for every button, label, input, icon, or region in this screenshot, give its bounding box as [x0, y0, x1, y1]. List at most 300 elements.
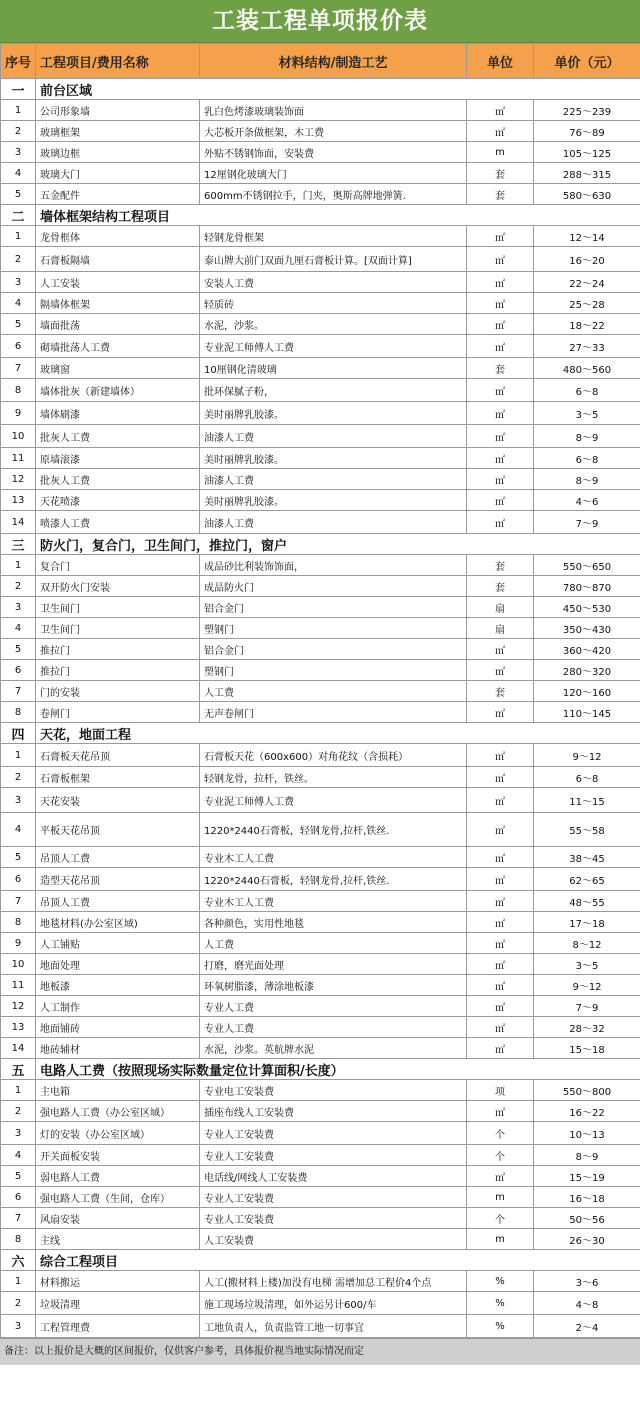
material-desc: 美时丽牌乳胶漆。	[200, 490, 467, 511]
price-cell: 16～20	[534, 247, 640, 272]
item-name: 喷漆人工费	[36, 511, 200, 534]
price-cell: 15～19	[534, 1166, 640, 1187]
price-cell: 105～125	[534, 142, 640, 163]
material-desc: 石膏板天花（600x600）对角花纹（含损耗）	[200, 744, 467, 767]
unit-cell: ㎡	[467, 975, 534, 996]
item-name: 石膏板隔墙	[36, 247, 200, 272]
row-number: 12	[1, 996, 36, 1017]
section-title: 墙体框架结构工程项目	[36, 205, 640, 226]
header-row	[1, 44, 640, 79]
material-desc: 专业泥工师傅人工费	[200, 788, 467, 813]
section-row	[1, 79, 640, 100]
section-number: 六	[1, 1250, 36, 1271]
unit-cell: %	[467, 1315, 534, 1338]
unit-cell: ㎡	[467, 379, 534, 402]
unit-cell: ㎡	[467, 933, 534, 954]
table-row	[1, 184, 640, 205]
item-name: 地板漆	[36, 975, 200, 996]
table-row	[1, 933, 640, 954]
material-desc: 工地负责人，负责监管工地一切事宜	[200, 1315, 467, 1338]
material-desc: 专业泥工师傅人工费	[200, 335, 467, 358]
table-row	[1, 469, 640, 490]
header-item: 工程项目/费用名称	[36, 44, 200, 79]
section-number: 一	[1, 79, 36, 100]
item-name: 灯的安装（办公室区域）	[36, 1122, 200, 1145]
price-cell: 580～630	[534, 184, 640, 205]
price-cell: 8～9	[534, 469, 640, 490]
row-number: 1	[1, 100, 36, 121]
table-row	[1, 996, 640, 1017]
item-name: 石膏板天花吊顶	[36, 744, 200, 767]
table-row	[1, 1187, 640, 1208]
section-row	[1, 1059, 640, 1080]
unit-cell: ㎡	[467, 767, 534, 788]
unit-cell: 套	[467, 576, 534, 597]
item-name: 卷闸门	[36, 702, 200, 723]
material-desc: 专业木工人工费	[200, 891, 467, 912]
material-desc: 美时丽牌乳胶漆。	[200, 402, 467, 425]
unit-cell: ㎡	[467, 335, 534, 358]
material-desc: 1220*2440石膏板，轻钢龙骨,拉杆,铁丝.	[200, 813, 467, 847]
item-name: 人工安装	[36, 272, 200, 293]
row-number: 10	[1, 954, 36, 975]
unit-cell: ㎡	[467, 954, 534, 975]
item-name: 玻璃窗	[36, 358, 200, 379]
item-name: 平板天花吊顶	[36, 813, 200, 847]
table-row	[1, 293, 640, 314]
item-name: 地砖辅材	[36, 1038, 200, 1059]
unit-cell: ㎡	[467, 660, 534, 681]
item-name: 批灰人工费	[36, 425, 200, 448]
unit-cell: ㎡	[467, 1038, 534, 1059]
table-row	[1, 490, 640, 511]
material-desc: 塑钢门	[200, 618, 467, 639]
table-row	[1, 1101, 640, 1122]
material-desc: 安装人工费	[200, 272, 467, 293]
unit-cell: ㎡	[467, 469, 534, 490]
table-row	[1, 425, 640, 448]
material-desc: 轻钢龙骨，拉杆，铁丝。	[200, 767, 467, 788]
row-number: 4	[1, 293, 36, 314]
unit-cell: ㎡	[467, 639, 534, 660]
unit-cell: ㎡	[467, 1101, 534, 1122]
item-name: 材料搬运	[36, 1271, 200, 1292]
item-name: 人工铺贴	[36, 933, 200, 954]
unit-cell: 扇	[467, 597, 534, 618]
section-row	[1, 723, 640, 744]
unit-cell: 套	[467, 184, 534, 205]
row-number: 4	[1, 163, 36, 184]
row-number: 3	[1, 1122, 36, 1145]
material-desc: 油漆人工费	[200, 511, 467, 534]
material-desc: 美时丽牌乳胶漆。	[200, 448, 467, 469]
material-desc: 批环保腻子粉，	[200, 379, 467, 402]
item-name: 推拉门	[36, 660, 200, 681]
table-row	[1, 1271, 640, 1292]
price-cell: 110～145	[534, 702, 640, 723]
price-cell: 10～13	[534, 1122, 640, 1145]
row-number: 4	[1, 813, 36, 847]
price-cell: 26～30	[534, 1229, 640, 1250]
price-cell: 16～22	[534, 1101, 640, 1122]
item-name: 强电路人工费（办公室区域）	[36, 1101, 200, 1122]
table-row	[1, 1080, 640, 1101]
row-number: 8	[1, 702, 36, 723]
price-cell: 18～22	[534, 314, 640, 335]
unit-cell: ㎡	[467, 402, 534, 425]
unit-cell: ㎡	[467, 788, 534, 813]
table-row	[1, 660, 640, 681]
price-cell: 360～420	[534, 639, 640, 660]
unit-cell: ㎡	[467, 226, 534, 247]
row-number: 2	[1, 1101, 36, 1122]
unit-cell: ㎡	[467, 868, 534, 891]
material-desc: 插座布线人工安装费	[200, 1101, 467, 1122]
row-number: 5	[1, 1166, 36, 1187]
unit-cell: ㎡	[467, 425, 534, 448]
item-name: 玻璃边框	[36, 142, 200, 163]
unit-cell: ㎡	[467, 293, 534, 314]
row-number: 5	[1, 847, 36, 868]
row-number: 3	[1, 1315, 36, 1338]
item-name: 垃圾清理	[36, 1292, 200, 1315]
material-desc: 水泥，沙浆。	[200, 314, 467, 335]
material-desc: 12厘钢化玻璃大门	[200, 163, 467, 184]
material-desc: 专业木工人工费	[200, 847, 467, 868]
table-row	[1, 247, 640, 272]
item-name: 风扇安装	[36, 1208, 200, 1229]
footnote: 备注：以上报价是大概的区间报价，仅供客户参考，具体报价视当地实际情况而定	[0, 1338, 640, 1365]
row-number: 1	[1, 1080, 36, 1101]
row-number: 2	[1, 1292, 36, 1315]
price-cell: 350～430	[534, 618, 640, 639]
item-name: 五金配件	[36, 184, 200, 205]
material-desc: 轻钢龙骨框架	[200, 226, 467, 247]
unit-cell: 个	[467, 1122, 534, 1145]
table-row	[1, 1229, 640, 1250]
table-row	[1, 163, 640, 184]
sheet-title: 工装工程单项报价表	[0, 0, 640, 43]
unit-cell: ㎡	[467, 314, 534, 335]
price-cell: 28～32	[534, 1017, 640, 1038]
table-row	[1, 1166, 640, 1187]
row-number: 2	[1, 121, 36, 142]
item-name: 弱电路人工费	[36, 1166, 200, 1187]
table-row	[1, 448, 640, 469]
item-name: 复合门	[36, 555, 200, 576]
material-desc: 无声卷闸门	[200, 702, 467, 723]
price-cell: 8～12	[534, 933, 640, 954]
item-name: 砌墙批荡人工费	[36, 335, 200, 358]
unit-cell: 个	[467, 1208, 534, 1229]
item-name: 卫生间门	[36, 597, 200, 618]
section-title: 综合工程项目	[36, 1250, 640, 1271]
price-cell: 12～14	[534, 226, 640, 247]
item-name: 天花安装	[36, 788, 200, 813]
material-desc: 水泥，沙浆。英航牌水泥	[200, 1038, 467, 1059]
material-desc: 电话线/网线人工安装费	[200, 1166, 467, 1187]
row-number: 13	[1, 490, 36, 511]
unit-cell: ㎡	[467, 247, 534, 272]
item-name: 隔墙体框架	[36, 293, 200, 314]
price-cell: 15～18	[534, 1038, 640, 1059]
item-name: 墙体批灰（新建墙体）	[36, 379, 200, 402]
row-number: 5	[1, 314, 36, 335]
unit-cell: ㎡	[467, 511, 534, 534]
item-name: 墙面批荡	[36, 314, 200, 335]
table-row	[1, 891, 640, 912]
table-row	[1, 121, 640, 142]
price-cell: 38～45	[534, 847, 640, 868]
price-cell: 8～9	[534, 1145, 640, 1166]
header-no: 序号	[1, 44, 36, 79]
price-cell: 50～56	[534, 1208, 640, 1229]
table-row	[1, 639, 640, 660]
header-unit: 单位	[467, 44, 534, 79]
material-desc: 环氧树脂漆，薄涂地板漆	[200, 975, 467, 996]
table-row	[1, 100, 640, 121]
item-name: 墙体刷漆	[36, 402, 200, 425]
row-number: 12	[1, 469, 36, 490]
section-number: 五	[1, 1059, 36, 1080]
section-row	[1, 205, 640, 226]
unit-cell: ㎡	[467, 1017, 534, 1038]
price-cell: 55～58	[534, 813, 640, 847]
price-cell: 7～9	[534, 511, 640, 534]
unit-cell: ㎡	[467, 912, 534, 933]
item-name: 推拉门	[36, 639, 200, 660]
price-cell: 120～160	[534, 681, 640, 702]
price-cell: 780～870	[534, 576, 640, 597]
table-row	[1, 272, 640, 293]
table-row	[1, 576, 640, 597]
price-cell: 6～8	[534, 767, 640, 788]
table-row	[1, 379, 640, 402]
row-number: 7	[1, 891, 36, 912]
row-number: 5	[1, 639, 36, 660]
unit-cell: ㎡	[467, 100, 534, 121]
table-row	[1, 975, 640, 996]
material-desc: 专业电工安装费	[200, 1080, 467, 1101]
row-number: 7	[1, 681, 36, 702]
material-desc: 专业人工安装费	[200, 1208, 467, 1229]
item-name: 造型天花吊顶	[36, 868, 200, 891]
table-row	[1, 868, 640, 891]
table-row	[1, 1122, 640, 1145]
material-desc: 各种颜色，实用性地毯	[200, 912, 467, 933]
unit-cell: m	[467, 1229, 534, 1250]
material-desc: 外贴不锈钢饰面，安装费	[200, 142, 467, 163]
material-desc: 油漆人工费	[200, 469, 467, 490]
table-row	[1, 1145, 640, 1166]
price-cell: 225～239	[534, 100, 640, 121]
row-number: 3	[1, 272, 36, 293]
row-number: 1	[1, 744, 36, 767]
row-number: 1	[1, 1271, 36, 1292]
row-number: 2	[1, 247, 36, 272]
material-desc: 人工费	[200, 681, 467, 702]
unit-cell: ㎡	[467, 847, 534, 868]
section-title: 前台区域	[36, 79, 640, 100]
table-row	[1, 1315, 640, 1338]
unit-cell: ㎡	[467, 490, 534, 511]
unit-cell: 项	[467, 1080, 534, 1101]
price-cell: 550～650	[534, 555, 640, 576]
price-cell: 4～6	[534, 490, 640, 511]
material-desc: 600mm不锈钢拉手，门夹，奥斯高牌地弹簧.	[200, 184, 467, 205]
item-name: 批灰人工费	[36, 469, 200, 490]
material-desc: 成品防火门	[200, 576, 467, 597]
table-row	[1, 1017, 640, 1038]
price-cell: 3～5	[534, 402, 640, 425]
section-title: 天花，地面工程	[36, 723, 640, 744]
row-number: 13	[1, 1017, 36, 1038]
row-number: 2	[1, 576, 36, 597]
price-cell: 27～33	[534, 335, 640, 358]
price-cell: 48～55	[534, 891, 640, 912]
price-cell: 9～12	[534, 975, 640, 996]
row-number: 11	[1, 975, 36, 996]
row-number: 4	[1, 618, 36, 639]
price-cell: 280～320	[534, 660, 640, 681]
row-number: 3	[1, 788, 36, 813]
price-cell: 8～9	[534, 425, 640, 448]
unit-cell: ㎡	[467, 1166, 534, 1187]
section-title: 防火门，复合门，卫生间门，推拉门，窗户	[36, 534, 640, 555]
material-desc: 铝合金门	[200, 639, 467, 660]
table-row	[1, 954, 640, 975]
material-desc: 泰山牌大前门双面九厘石膏板计算。[双面计算]	[200, 247, 467, 272]
table-row	[1, 912, 640, 933]
price-cell: 3～5	[534, 954, 640, 975]
table-row	[1, 226, 640, 247]
material-desc: 塑钢门	[200, 660, 467, 681]
table-row	[1, 314, 640, 335]
price-cell: 7～9	[534, 996, 640, 1017]
item-name: 地毯材料(办公室区域)	[36, 912, 200, 933]
item-name: 卫生间门	[36, 618, 200, 639]
table-row	[1, 1292, 640, 1315]
material-desc: 10厘钢化清玻璃	[200, 358, 467, 379]
row-number: 6	[1, 1187, 36, 1208]
row-number: 6	[1, 335, 36, 358]
section-row	[1, 534, 640, 555]
item-name: 天花喷漆	[36, 490, 200, 511]
table-row	[1, 744, 640, 767]
row-number: 11	[1, 448, 36, 469]
unit-cell: 个	[467, 1145, 534, 1166]
table-row	[1, 511, 640, 534]
row-number: 10	[1, 425, 36, 448]
material-desc: 专业人工费	[200, 996, 467, 1017]
material-desc: 打磨，磨光面处理	[200, 954, 467, 975]
material-desc: 铝合金门	[200, 597, 467, 618]
section-row	[1, 1250, 640, 1271]
item-name: 地面处理	[36, 954, 200, 975]
table-row	[1, 702, 640, 723]
unit-cell: 扇	[467, 618, 534, 639]
unit-cell: m	[467, 142, 534, 163]
unit-cell: 套	[467, 555, 534, 576]
item-name: 石膏板框架	[36, 767, 200, 788]
unit-cell: ㎡	[467, 448, 534, 469]
section-number: 三	[1, 534, 36, 555]
table-row	[1, 597, 640, 618]
table-row	[1, 1038, 640, 1059]
item-name: 人工制作	[36, 996, 200, 1017]
unit-cell: ㎡	[467, 272, 534, 293]
material-desc: 专业人工安装费	[200, 1187, 467, 1208]
row-number: 3	[1, 142, 36, 163]
row-number: 9	[1, 933, 36, 954]
item-name: 吊顶人工费	[36, 847, 200, 868]
header-price: 单价（元）	[534, 44, 640, 79]
unit-cell: ㎡	[467, 891, 534, 912]
row-number: 14	[1, 1038, 36, 1059]
row-number: 7	[1, 358, 36, 379]
row-number: 2	[1, 767, 36, 788]
row-number: 9	[1, 402, 36, 425]
quote-table	[0, 43, 640, 1338]
material-desc: 1220*2440石膏板，轻钢龙骨,拉杆,铁丝.	[200, 868, 467, 891]
table-row	[1, 813, 640, 847]
row-number: 6	[1, 660, 36, 681]
price-cell: 3～6	[534, 1271, 640, 1292]
section-number: 四	[1, 723, 36, 744]
price-cell: 62～65	[534, 868, 640, 891]
price-cell: 480～560	[534, 358, 640, 379]
item-name: 强电路人工费（生间，仓库）	[36, 1187, 200, 1208]
material-desc: 人工费	[200, 933, 467, 954]
row-number: 8	[1, 379, 36, 402]
item-name: 地面铺砖	[36, 1017, 200, 1038]
material-desc: 专业人工安装费	[200, 1145, 467, 1166]
item-name: 主线	[36, 1229, 200, 1250]
price-cell: 17～18	[534, 912, 640, 933]
material-desc: 人工安装费	[200, 1229, 467, 1250]
header-material: 材料结构/制造工艺	[200, 44, 467, 79]
row-number: 1	[1, 226, 36, 247]
price-cell: 9～12	[534, 744, 640, 767]
item-name: 主电箱	[36, 1080, 200, 1101]
table-row	[1, 767, 640, 788]
material-desc: 轻质砖	[200, 293, 467, 314]
item-name: 龙骨框体	[36, 226, 200, 247]
table-row	[1, 402, 640, 425]
item-name: 吊顶人工费	[36, 891, 200, 912]
unit-cell: 套	[467, 681, 534, 702]
item-name: 玻璃框架	[36, 121, 200, 142]
table-row	[1, 618, 640, 639]
item-name: 开关面板安装	[36, 1145, 200, 1166]
price-cell: 6～8	[534, 379, 640, 402]
item-name: 工程管理费	[36, 1315, 200, 1338]
table-row	[1, 847, 640, 868]
price-cell: 22～24	[534, 272, 640, 293]
unit-cell: 套	[467, 163, 534, 184]
unit-cell: 套	[467, 358, 534, 379]
unit-cell: %	[467, 1292, 534, 1315]
row-number: 1	[1, 555, 36, 576]
price-cell: 288～315	[534, 163, 640, 184]
item-name: 玻璃大门	[36, 163, 200, 184]
row-number: 3	[1, 597, 36, 618]
item-name: 公司形象墙	[36, 100, 200, 121]
table-row	[1, 681, 640, 702]
table-row	[1, 555, 640, 576]
unit-cell: m	[467, 1187, 534, 1208]
table-row	[1, 142, 640, 163]
